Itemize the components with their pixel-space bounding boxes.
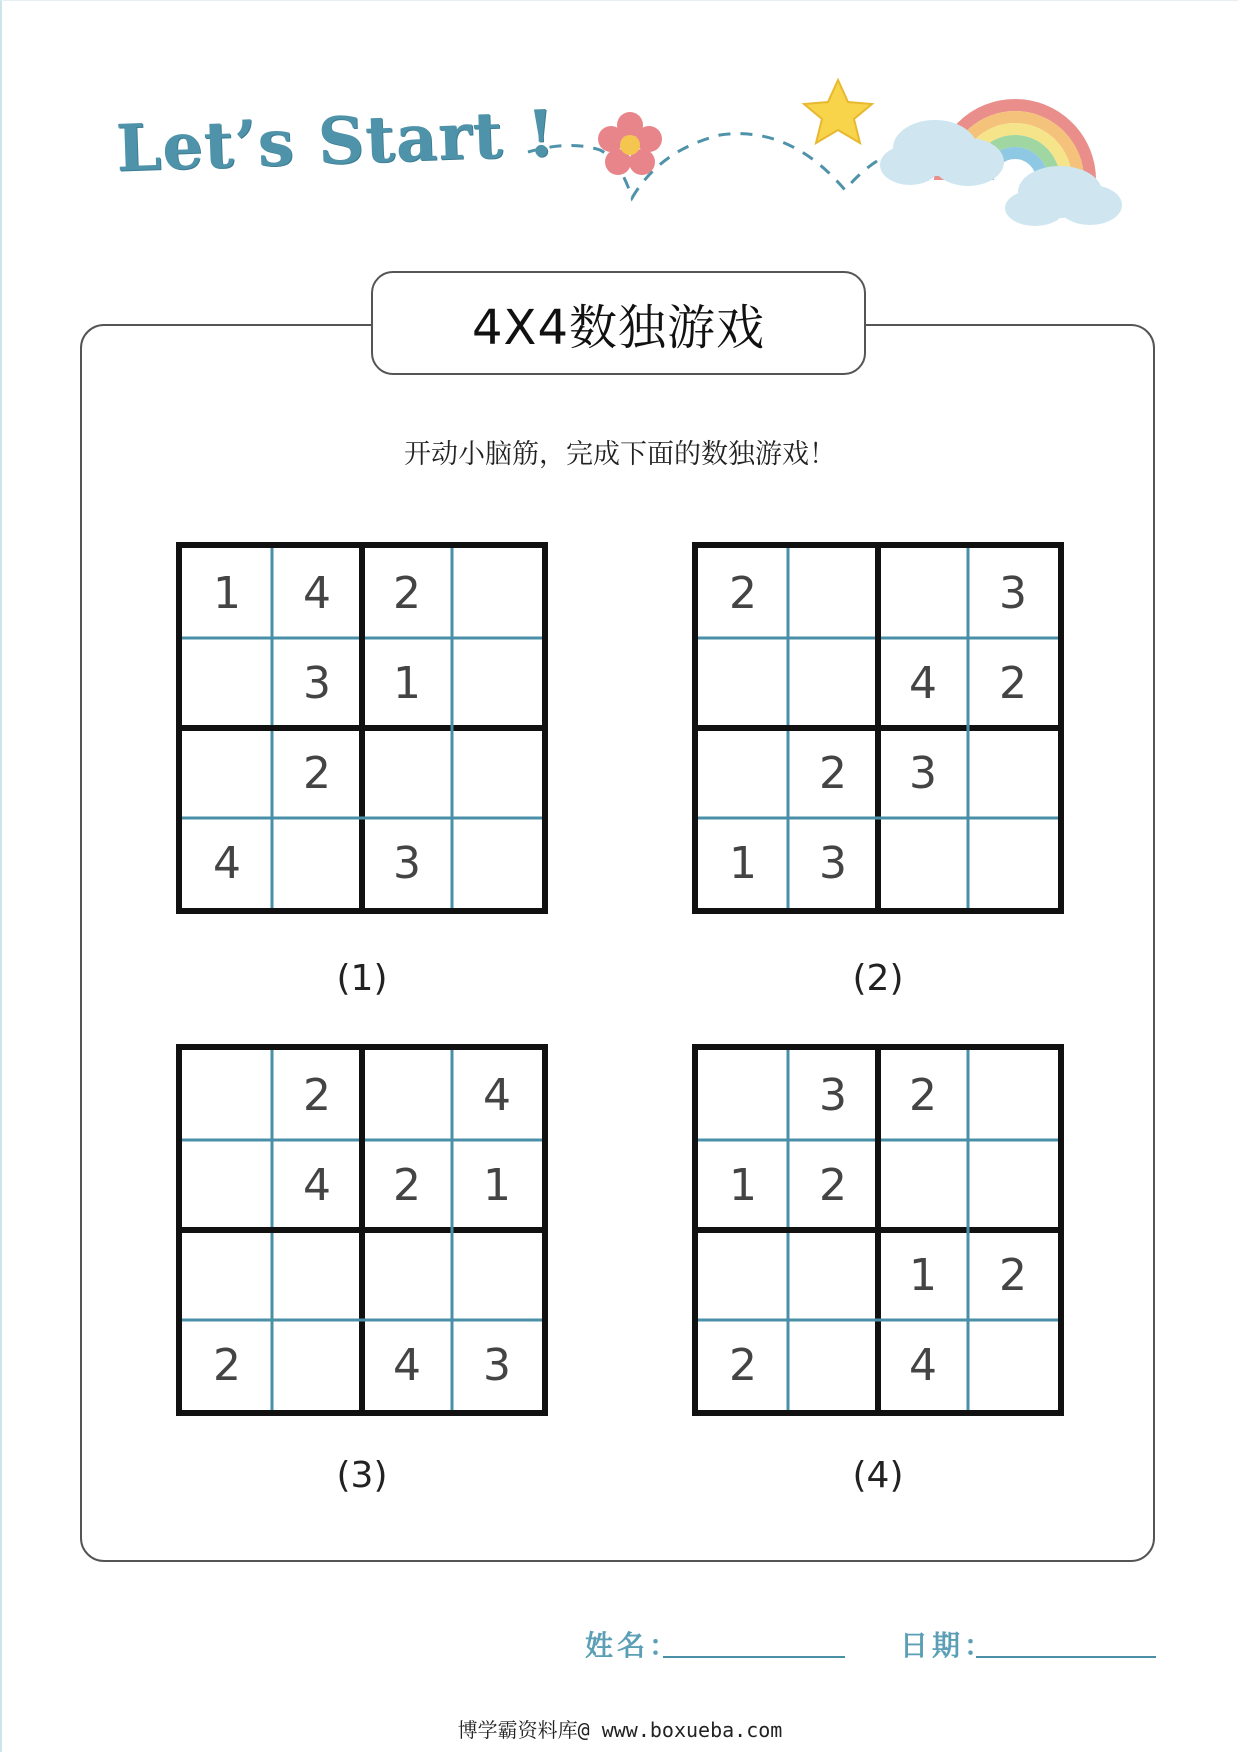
- sudoku-grid-2: [692, 542, 1064, 914]
- puzzle-label: (3): [336, 1455, 388, 1496]
- sudoku-cell[interactable]: [452, 818, 542, 908]
- sudoku-cell[interactable]: [272, 1320, 362, 1410]
- sudoku-cell: 4: [909, 657, 937, 709]
- sudoku-cell: 2: [393, 567, 421, 619]
- sudoku-cell[interactable]: [452, 1230, 542, 1320]
- puzzle-label: (2): [852, 958, 904, 999]
- sudoku-cell[interactable]: [788, 548, 878, 638]
- sudoku-cell: 4: [213, 837, 241, 889]
- puzzle-label: (4): [852, 1455, 904, 1496]
- sudoku-cell: 4: [303, 567, 331, 619]
- sudoku-cell[interactable]: [698, 638, 788, 728]
- sudoku-cell[interactable]: [362, 1230, 452, 1320]
- sudoku-cell: 3: [909, 747, 937, 799]
- sudoku-cell[interactable]: [878, 818, 968, 908]
- sudoku-cell: 1: [393, 657, 421, 709]
- star-icon: [804, 80, 872, 143]
- sudoku-cell: 2: [999, 1249, 1027, 1301]
- title-box: [371, 271, 866, 375]
- sudoku-cell[interactable]: [272, 818, 362, 908]
- puzzle-label: (1): [336, 958, 388, 999]
- sudoku-cell: 2: [999, 657, 1027, 709]
- sudoku-grid-3: [176, 1044, 548, 1416]
- sudoku-cell: 4: [303, 1159, 331, 1211]
- sudoku-cell: 4: [909, 1339, 937, 1391]
- sudoku-cell: 4: [393, 1339, 421, 1391]
- sudoku-cell[interactable]: [698, 728, 788, 818]
- sudoku-cell: 4: [483, 1069, 511, 1121]
- sudoku-cell[interactable]: [452, 728, 542, 818]
- flower-icon: [598, 112, 662, 175]
- sudoku-cell: 2: [393, 1159, 421, 1211]
- sudoku-cell[interactable]: [878, 1140, 968, 1230]
- sudoku-cell: 1: [729, 1159, 757, 1211]
- sudoku-cell: 2: [303, 1069, 331, 1121]
- instruction-text: 开动小脑筋，完成下面的数独游戏！: [404, 439, 836, 470]
- sudoku-cell[interactable]: [968, 728, 1058, 818]
- sudoku-cell[interactable]: [182, 728, 272, 818]
- sudoku-cell: 3: [819, 837, 847, 889]
- sudoku-cell[interactable]: [788, 1320, 878, 1410]
- sudoku-cell[interactable]: [182, 1140, 272, 1230]
- sudoku-cell: 3: [303, 657, 331, 709]
- page-title: 4X4数独游戏: [472, 299, 765, 356]
- sudoku-cell: 2: [909, 1069, 937, 1121]
- sudoku-cell: 3: [819, 1069, 847, 1121]
- sudoku-cell[interactable]: [362, 1050, 452, 1140]
- sudoku-cell[interactable]: [698, 1050, 788, 1140]
- header: [0, 0, 1240, 240]
- sudoku-cell: 2: [729, 567, 757, 619]
- sudoku-cell: 2: [819, 747, 847, 799]
- sudoku-cell[interactable]: [272, 1230, 362, 1320]
- sudoku-cell[interactable]: [182, 638, 272, 728]
- sudoku-cell: 3: [393, 837, 421, 889]
- sudoku-grid-4: [692, 1044, 1064, 1416]
- sudoku-cell[interactable]: [182, 1230, 272, 1320]
- sudoku-cell[interactable]: [788, 638, 878, 728]
- sudoku-cell[interactable]: [968, 1050, 1058, 1140]
- name-field[interactable]: [663, 1656, 845, 1658]
- sudoku-cell[interactable]: [878, 548, 968, 638]
- sudoku-cell[interactable]: [788, 1230, 878, 1320]
- sudoku-cell: 2: [303, 747, 331, 799]
- sudoku-cell: 1: [909, 1249, 937, 1301]
- sudoku-grid-1: [176, 542, 548, 914]
- dashed-path-icon: [528, 134, 900, 198]
- sudoku-cell: 3: [999, 567, 1027, 619]
- name-label: 姓名：: [585, 1629, 682, 1662]
- sudoku-cell[interactable]: [968, 1320, 1058, 1410]
- sudoku-cell: 1: [483, 1159, 511, 1211]
- sudoku-cell[interactable]: [452, 638, 542, 728]
- sudoku-cell: 2: [819, 1159, 847, 1211]
- sudoku-cell[interactable]: [968, 1140, 1058, 1230]
- sudoku-cell[interactable]: [452, 548, 542, 638]
- date-label: 日期：: [900, 1629, 997, 1662]
- sudoku-cell: 2: [729, 1339, 757, 1391]
- sudoku-cell[interactable]: [968, 818, 1058, 908]
- banner-text: Let’s Start !: [114, 96, 557, 187]
- sudoku-cell: 3: [483, 1339, 511, 1391]
- sudoku-cell[interactable]: [698, 1230, 788, 1320]
- sudoku-cell[interactable]: [182, 1050, 272, 1140]
- sudoku-cell: 2: [213, 1339, 241, 1391]
- date-field[interactable]: [976, 1656, 1156, 1658]
- watermark: 博学霸资料库@ www.boxueba.com: [457, 1718, 783, 1742]
- sudoku-cell: 1: [729, 837, 757, 889]
- sudoku-cell[interactable]: [362, 728, 452, 818]
- sudoku-cell: 1: [213, 567, 241, 619]
